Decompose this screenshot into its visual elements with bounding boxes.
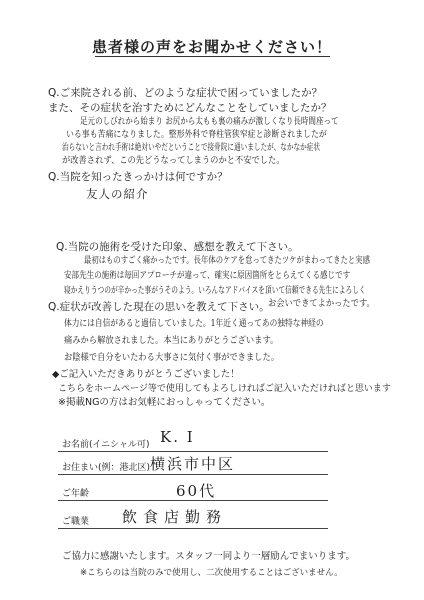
address-underline [58,474,328,475]
question-3: Q.当院の施術を受けた印象、感想を教えて下さい。 [56,241,299,253]
age-underline [58,500,328,501]
note-usage: こちらをホームページ等で使用してもよろしければご記入いただければと思います [58,384,391,394]
answer-3-line: 安部先生の施術は毎回アプローチが違って、確実に原因箇所をとらえてくる感じです [64,270,351,281]
question-4: Q.症状が改善した現在の思いを教えて下さい。 [48,301,270,313]
answer-4-line: 体力には自信があると過信していました。1年近く通ってあの独特な神経の [64,318,324,329]
answer-3-line: 最初はものすごく痛かったです。長年体のケアを怠ってきたツケがまわってきたと実感 [84,255,370,266]
answer-1-line: いる事も苦痛になりました。整形外科で脊柱管狭窄症と診断されましたが [66,129,327,140]
job-label: ご職業 [62,517,90,527]
question-1-line2: また、その症状を治すためにどんなことをしていましたか？ [48,102,332,114]
answer-4-line: 痛みから解放されました。本当にありがとうございます。 [64,335,279,346]
age-label: ご年齢 [62,489,90,499]
age-value: 60代 [176,482,217,500]
answer-1-line: 足元のしびれから始まり お尻から太もも裏の痛みが激しくなり長時間座って [80,116,339,127]
page-title: 患者様の声をお聞かせください！ [91,38,332,56]
job-value: 飲食店勤務 [122,508,228,526]
note-ng: ※掲載NGの方はお気軽におっしゃってください。 [58,397,271,408]
answer-3-line: お会いできてよかったです。 [268,298,375,309]
answer-3-line: 寝かえりうつのが辛かった事がうそのよう。いろんなアドバイスを頂いて信頼できる先生によろしく [64,285,366,296]
address-label: お住まい(例：港北区) [62,463,151,473]
address-value: 横浜市中区 [150,455,236,473]
name-label: お名前(イニシャル可) [62,440,150,450]
answer-2: 友人の紹介 [86,187,149,201]
question-1-line1: Q.ご来院される前、どのような症状で困っていましたか？ [48,87,323,99]
answer-1-line: が改善されず、この先どうなってしまうのかと不安でした。 [62,155,285,166]
footer-thanks: ご協力に感謝いたします。スタッフ一同より一層励んでまいります。 [62,551,355,562]
note-thanks: ◆ご記入いただきありがとうございました！ [52,369,240,380]
title-underline [95,56,330,57]
name-underline [58,451,328,452]
answer-4-line: お陰様で自分をいたわる大事さに気付く事ができました。 [64,352,279,363]
name-value: K. I [160,428,195,446]
job-underline [58,528,328,529]
question-2: Q.当院を知ったきっかけは何ですか？ [48,171,228,183]
footer-privacy: ※こちらのは当院のみで使用し、二次使用することはございません。 [80,568,343,578]
answer-1-line: 治らないと言われ手術は絶対いやだということで接骨院に通いましたが、なかなか症状 [62,142,320,153]
